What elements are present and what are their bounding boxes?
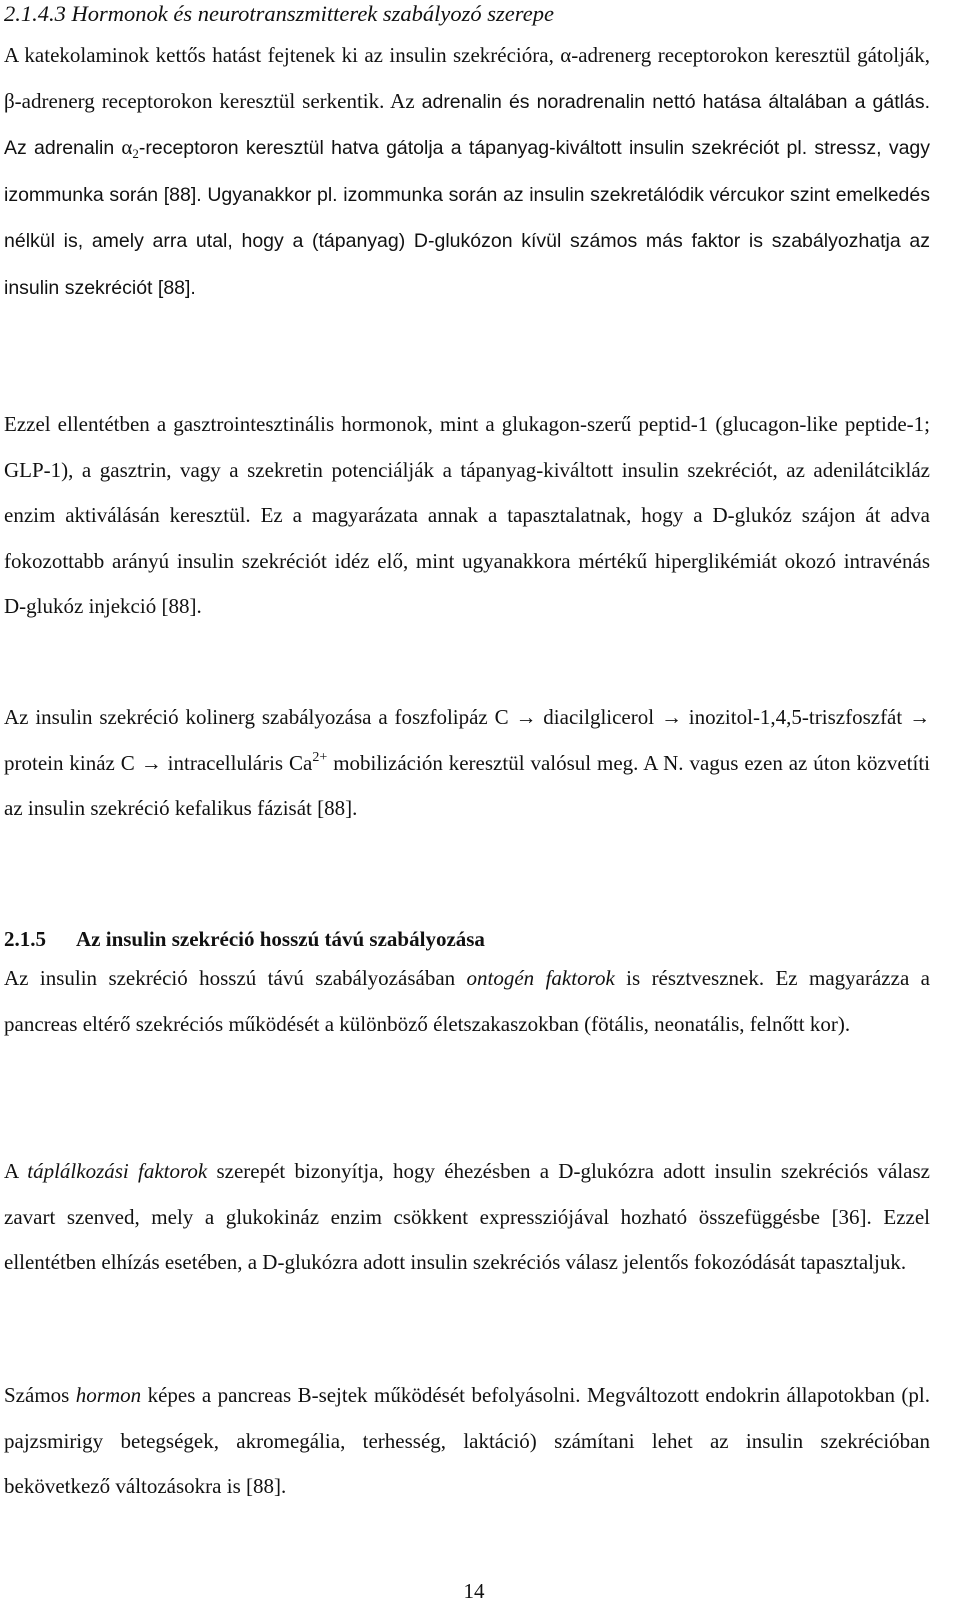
- arrow-icon: →: [660, 705, 682, 729]
- charge-superscript: 2+: [312, 749, 328, 765]
- paragraph-nutritional: [4, 1149, 930, 1286]
- nutritional-text-a: A: [4, 1159, 19, 1183]
- paragraph-ontogenic: [4, 956, 930, 1047]
- section-number: 2.1.5: [4, 927, 46, 951]
- arrow-icon: →: [140, 750, 162, 775]
- paragraph-catecholamines-sans-b: -receptoron keresztül hatva gátolja a tápanyag-kiváltott insulin szekréciót pl. stressz, vagy izommunka során [88]. Ugyanakkor pl. izommunka során az insulin szekretálódik vércukor szint emelkedés nélkül is, amely arra utal, hogy a (tápanyag) D-glukózon kívül számos más faktor is szabályozhatja az insulin szekréciót [88].: [4, 137, 931, 299]
- nutritional-emphasis: táplálkozási faktorok: [27, 1159, 208, 1183]
- hormonal-text-b: képes a pancreas B-sejtek működését befolyásolni. Megváltozott endokrin állapotokban (pl. pajzsmirigy betegségek, akromegália, terhesség, laktáció) számítani lehet az insulin szekrécióban bekövetkező változásokra is [88].: [4, 1383, 931, 1498]
- ontogenic-text-a: Az insulin szekréció hosszú távú szabályozásában: [4, 966, 456, 990]
- cholinergic-text-d: protein kináz C: [4, 750, 135, 775]
- ontogenic-text-b: is résztvesznek. Ez magyarázza a pancreas eltérő szekréciós működését a különböző életszakaszokban (fötális, neonatális, felnőtt kor).: [4, 966, 930, 1036]
- section-heading: [4, 924, 930, 954]
- paragraph-catecholamines: [4, 33, 930, 311]
- paragraph-hormonal: [4, 1373, 930, 1510]
- alpha-subscript: 2: [132, 146, 139, 161]
- subsection-title: 2.1.4.3 Hormonok és neurotranszmitterek szabályozó szerepe: [4, 1, 554, 26]
- cholinergic-text-c: inozitol-1,4,5-triszfoszfát: [688, 705, 903, 729]
- paragraph-cholinergic: [4, 695, 930, 832]
- paragraph-catecholamines-serif: A katekolaminok kettős hatást fejtenek ki az insulin szekrécióra, α-adrenerg receptorokon keresztül gátolják, β-adrenerg receptorokon keresztül serkentik. Az: [4, 43, 930, 113]
- hormonal-emphasis: hormon: [75, 1383, 142, 1407]
- section-title: Az insulin szekréció hosszú távú szabályozása: [76, 927, 485, 951]
- ontogenic-emphasis: ontogén faktorok: [466, 966, 615, 990]
- arrow-icon: →: [909, 705, 931, 729]
- arrow-icon: →: [515, 705, 537, 729]
- alpha-symbol: α: [121, 135, 133, 159]
- nutritional-text-b: szerepét bizonyítja, hogy éhezésben a D-glukózra adott insulin szekréciós válasz zavart szenved, mely a glukokináz enzim csökkent expressziójával hozható összefüggésbe [36]. Ezzel ellentétben elhízás esetében, a D-glukózra adott insulin szekréciós válasz jelentős fokozódását tapasztaljuk.: [4, 1159, 930, 1274]
- page-number: 14: [463, 1579, 485, 1603]
- hormonal-text-a: Számos: [4, 1383, 70, 1407]
- paragraph-gastrointestinal: Ezzel ellentétben a gasztrointesztinális hormonok, mint a glukagon-szerű peptid-1 (glucagon-like peptide-1; GLP-1), a gasztrin, vagy a szekretin potenciálják a tápanyag-kiváltott insulin szekréciót, az adenilátcikláz enzim aktiválásán keresztül. Ez a magyarázata annak a tapasztalatnak, hogy a D-glukóz szájon át adva fokozottabb arányú insulin szekréciót idéz elő, mint ugyanakkora mértékű hiperglikémiát okozó intravénás D-glukóz injekció [88].: [4, 412, 930, 618]
- cholinergic-text-f: mobilizáción keresztül valósul meg. A N. vagus ezen az úton közvetíti az insulin szekréció kefalikus fázisát [88].: [4, 750, 931, 820]
- paragraph-catecholamines-sans-a: adrenalin és noradrenalin nettó hatása általában a gátlás. Az adrenalin: [4, 90, 931, 159]
- cholinergic-text-e: intracelluláris Ca: [167, 750, 313, 775]
- cholinergic-text-a: Az insulin szekréció kolinerg szabályozása a foszfolipáz C: [4, 705, 509, 729]
- cholinergic-text-b: diacilglicerol: [543, 705, 655, 729]
